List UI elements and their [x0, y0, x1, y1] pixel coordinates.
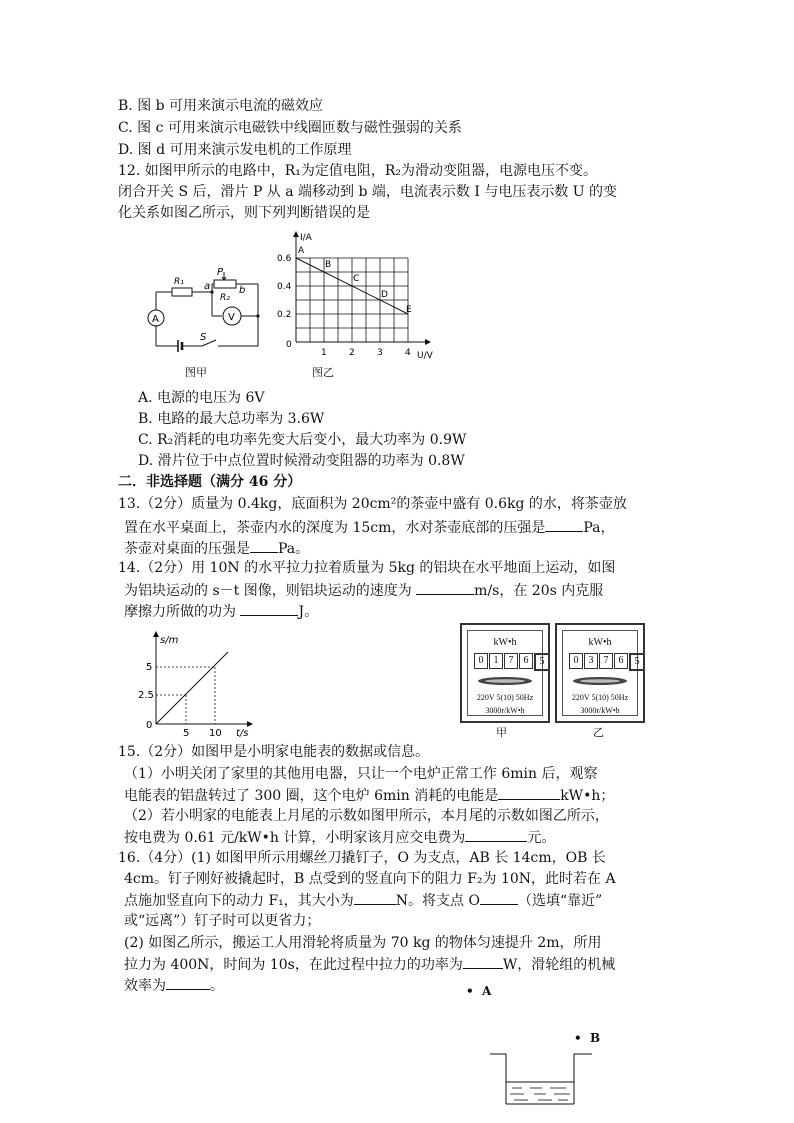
- point-a: A: [298, 246, 305, 256]
- voltmeter-label: V: [228, 312, 235, 323]
- meter-digit: 7: [599, 653, 613, 669]
- q16-line1: 16.（4分）(1) 如图甲所示用螺丝刀撬钉子，O 为支点，AB 长 14cm，OB 长: [118, 850, 606, 866]
- ytick-0.4: 0.4: [277, 282, 292, 292]
- point-b: B: [325, 260, 332, 270]
- q14-line3: [124, 601, 318, 622]
- q16-line2: 4cm。钉子刚好被撬起时，B 点受到的竖直向下的阻力 F₂为 10N，此时若在 A: [124, 871, 616, 887]
- q14-text: m/s，在 20s 内克服: [474, 583, 604, 599]
- q14-line2: [124, 580, 603, 601]
- q13-text: 置在水平桌面上，茶壶内水的深度为 15cm，水对茶壶底部的压强是: [124, 520, 546, 536]
- q15-line4: （2）若小明家的电能表上月尾的示数如图甲所示，本月尾的示数如图乙所示，: [124, 808, 609, 824]
- meter-digits: [569, 653, 646, 671]
- xtick-2: 2: [349, 348, 355, 358]
- q16-text: 点施加竖直向下的动力 F₁，其大小为: [124, 893, 354, 909]
- meter-spec-rating: 220V 5(10) 50Hz: [476, 693, 534, 702]
- xtick-3: 3: [377, 348, 383, 358]
- label-a: a: [204, 281, 211, 292]
- q13-line1: 13.（2分）质量为 0.4kg，底面积为 20cm²的茶壶中盛有 0.6kg 的水，将茶壶放: [118, 496, 627, 512]
- st-line: [156, 652, 228, 724]
- q12-stem-line2: 闭合开关 S 后，滑片 P 从 a 端移动到 b 端，电流表示数 I 与电压表示数 U 的变: [118, 184, 618, 200]
- q14-text: 摩擦力所做的功为: [124, 604, 236, 620]
- section-heading: 二．非选择题（满分 46 分）: [118, 474, 302, 490]
- q16-text: W，滑轮组的机械: [502, 957, 616, 973]
- meter-spec-rating: 220V 5(10) 50Hz: [571, 693, 629, 702]
- xtick-4: 4: [405, 348, 411, 358]
- dot-icon: •: [466, 984, 483, 998]
- meter-digit: 0: [569, 653, 583, 669]
- label-r1: R₁: [174, 277, 184, 287]
- meter-unit: kW•h: [588, 637, 612, 648]
- q12-option-d: D. 滑片位于中点位置时候滑动变阻器的功率为 0.8W: [138, 453, 465, 469]
- q11-option-c: C. 图 c 可用来演示电磁铁中线圈匝数与磁性强弱的关系: [118, 120, 462, 136]
- meter-face: [467, 630, 543, 716]
- q11-option-d: D. 图 d 可用来演示发电机的工作原理: [118, 142, 352, 158]
- graph-caption: 图乙: [312, 366, 334, 379]
- st-y-label: s/m: [160, 635, 179, 646]
- q12-iu-graph: [276, 228, 446, 364]
- st-ytick-2.5: 2.5: [138, 690, 154, 701]
- q14-unit: J。: [298, 604, 319, 620]
- q15-line1: 15.（2分）如图甲是小明家电能表的数据或信息。: [118, 744, 430, 760]
- q14-blank-speed[interactable]: [416, 580, 474, 595]
- meter-digit: 7: [504, 653, 518, 669]
- q12-option-b: B. 电路的最大总功率为 3.6W: [138, 411, 325, 427]
- q15-unit: kW•h；: [560, 788, 615, 804]
- point-d: D: [381, 290, 388, 300]
- q16-line5: (2) 如图乙所示，搬运工人用滑轮将质量为 70 kg 的物体匀速提升 2m，所用: [124, 935, 602, 951]
- energy-meter-jia: [460, 623, 550, 723]
- meter-caption-jia: 甲: [496, 726, 507, 739]
- q15-line5: [124, 827, 555, 848]
- q13-blank-table-pressure[interactable]: [250, 538, 278, 553]
- q13-line2: [124, 517, 615, 538]
- q16-text: N。将支点 O: [395, 893, 480, 909]
- water-container-figure: [488, 1052, 594, 1110]
- q15-unit: 元。: [527, 830, 556, 846]
- energy-meter-yi: [555, 623, 645, 723]
- q16-text: 效率为: [124, 978, 166, 994]
- q16-blank-efficiency[interactable]: [166, 975, 210, 990]
- meter-digit: 3: [584, 653, 598, 669]
- meter-spec-rev: 3000r/kW•h: [580, 706, 620, 715]
- point-e: E: [406, 305, 412, 315]
- q14-text: 为铝块运动的 s－t 图像，则铝块运动的速度为: [124, 583, 412, 599]
- meter-face: [562, 630, 638, 716]
- circuit-caption: 图甲: [185, 366, 207, 379]
- meter-digit: 5: [534, 653, 550, 671]
- q14-blank-work[interactable]: [240, 601, 298, 616]
- meter-unit: kW•h: [493, 637, 517, 648]
- graph-x-label: U/V: [417, 351, 433, 361]
- q16-blank-choice[interactable]: [480, 890, 518, 905]
- meter-digit: 6: [519, 653, 533, 669]
- q16-line3: [124, 890, 602, 911]
- st-xtick-5: 5: [183, 728, 190, 738]
- q15-line2: （1）小明关闭了家里的其他用电器，只让一个电炉正常工作 6min 后，观察: [124, 766, 598, 782]
- junction-dot: [256, 314, 259, 317]
- q12-stem-line1: 12. 如图甲所示的电路中，R₁为定值电阻，R₂为滑动变阻器，电源电压不变。: [118, 163, 598, 179]
- q12-circuit-diagram: [140, 262, 270, 380]
- q16-text: 。: [210, 978, 224, 994]
- ytick-0.2: 0.2: [277, 310, 292, 320]
- xtick-1: 1: [321, 348, 327, 358]
- ammeter-label: A: [152, 314, 159, 325]
- q12-option-a: A. 电源的电压为 6V: [138, 390, 265, 406]
- q13-text: 茶壶对桌面的压强是: [124, 541, 250, 557]
- q16-text: 拉力为 400N，时间为 10s，在此过程中拉力的功率为: [124, 957, 463, 973]
- point-a-label: A: [482, 984, 492, 998]
- graph-y-label: I/A: [300, 233, 312, 243]
- q16-blank-power[interactable]: [463, 954, 503, 969]
- switch-label: S: [200, 332, 207, 343]
- label-p: P: [217, 267, 224, 278]
- st-ytick-5: 5: [146, 662, 153, 673]
- junction-dot: [210, 290, 213, 293]
- q15-line3: [124, 785, 614, 806]
- q15-blank-energy[interactable]: [498, 785, 560, 800]
- bottom-point-a: [466, 984, 491, 998]
- meter-digit: 5: [629, 653, 645, 671]
- label-b: b: [239, 285, 246, 296]
- st-origin: 0: [146, 720, 153, 731]
- dot-icon: •: [574, 1031, 591, 1045]
- label-r2: R₂: [220, 293, 230, 303]
- q15-blank-fee[interactable]: [465, 827, 527, 842]
- st-xtick-10: 10: [209, 728, 222, 738]
- meter-spec-rev: 3000r/kW•h: [485, 706, 525, 715]
- q16-line6: [124, 954, 615, 975]
- bottom-point-b: [574, 1031, 600, 1045]
- st-x-label: t/s: [236, 728, 249, 738]
- ytick-0.6: 0.6: [277, 254, 292, 264]
- meter-digit: 6: [614, 653, 628, 669]
- meter-digits: [474, 653, 551, 671]
- meter-disc-icon: [571, 675, 629, 687]
- q16-text: （选填“靠近”: [517, 893, 603, 909]
- q16-line4: 或“远离”）钉子时可以更省力；: [124, 913, 321, 929]
- q14-line1: 14.（2分）用 10N 的水平拉力拉着质量为 5kg 的铝块在水平地面上运动，如图: [118, 560, 616, 576]
- q13-line3: [124, 538, 309, 559]
- q16-blank-force[interactable]: [354, 890, 396, 905]
- meter-caption-yi: 乙: [593, 726, 604, 739]
- q11-option-b: B. 图 b 可用来演示电流的磁效应: [118, 98, 324, 114]
- q12-stem-line3: 化关系如图乙所示，则下列判断错误的是: [118, 205, 370, 221]
- q15-text: 按电费为 0.61 元/kW•h 计算，小明家该月应交电费为: [124, 830, 466, 846]
- graph-origin: 0: [286, 340, 292, 350]
- q16-line7: [124, 975, 224, 996]
- point-b-label: B: [590, 1031, 601, 1045]
- q14-st-graph: [132, 628, 262, 738]
- point-c: C: [353, 274, 360, 284]
- meter-disc-icon: [476, 675, 534, 687]
- q12-option-c: C. R₂消耗的电功率先变大后变小，最大功率为 0.9W: [138, 432, 467, 448]
- q15-text: 电能表的铝盘转过了 300 圈，这个电炉 6min 消耗的电能是: [124, 788, 499, 804]
- meter-digit: 0: [474, 653, 488, 669]
- q13-unit: Pa。: [278, 541, 310, 557]
- meter-digit: 1: [489, 653, 503, 669]
- q13-unit: Pa，: [583, 520, 615, 536]
- q13-blank-water-pressure[interactable]: [545, 517, 583, 532]
